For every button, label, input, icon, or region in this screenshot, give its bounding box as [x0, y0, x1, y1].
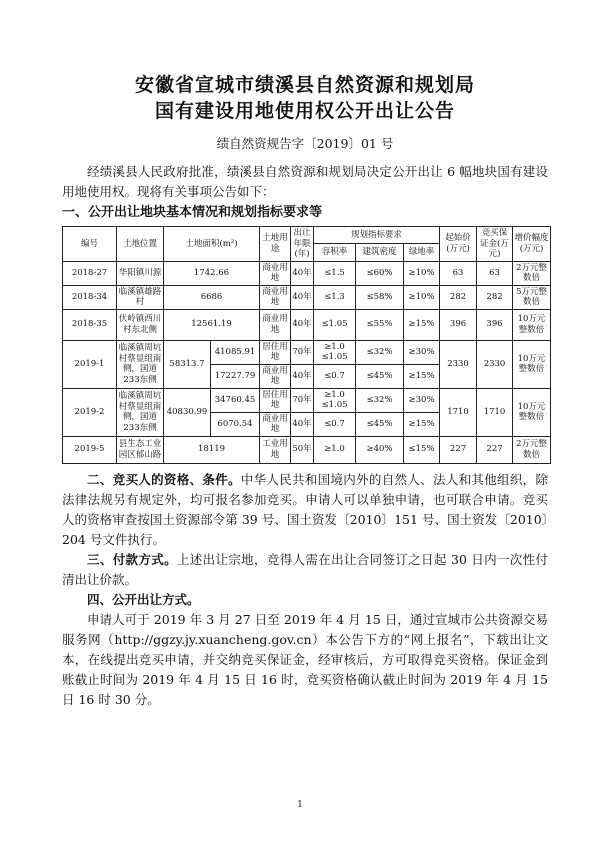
cell-area: 41085.91: [211, 340, 260, 364]
cell-far: ≤0.7: [314, 364, 356, 388]
cell-area: 6686: [164, 285, 260, 309]
header-id: 编号: [63, 227, 117, 262]
cell-green: ≥30%: [404, 340, 440, 364]
header-deposit: 竞买保证金(万元): [477, 227, 513, 262]
cell-term: 70年: [291, 340, 314, 364]
cell-start-price: 282: [440, 285, 477, 309]
cell-far: ≤0.7: [314, 412, 356, 436]
cell-term: 50年: [291, 436, 314, 463]
table-row: [63, 309, 551, 340]
cell-area: 34760.45: [211, 388, 260, 412]
cell-start-price: 396: [440, 309, 477, 340]
header-green: 绿地率: [404, 244, 440, 261]
table-row: [63, 436, 551, 463]
header-plan: 规划指标要求: [314, 227, 440, 244]
cell-location: 伏岭镇西川村东北侧: [117, 309, 164, 340]
cell-density: ≥40%: [356, 436, 404, 463]
cell-density: ≤55%: [356, 309, 404, 340]
cell-density: ≤58%: [356, 285, 404, 309]
cell-green: ≥10%: [404, 285, 440, 309]
cell-area: 17227.79: [211, 364, 260, 388]
section-3-text: 上述出让宗地，竞得人需在出让合同签订之日起 30 日内一次性付清出让价款。: [62, 551, 548, 587]
header-area: 土地面积(m²): [164, 227, 260, 262]
cell-green: ≥15%: [404, 364, 440, 388]
cell-id: 2018-27: [63, 261, 117, 285]
cell-far: ≤1.5: [314, 261, 356, 285]
cell-density: ≤45%: [356, 412, 404, 436]
cell-use: 商业用地: [260, 364, 291, 388]
cell-start-price: 1710: [440, 388, 477, 436]
cell-increment: 10万元整数倍: [513, 388, 551, 436]
cell-area-total: 58313.7: [164, 340, 211, 388]
header-term: 出让年限(年): [291, 227, 314, 262]
cell-green: ≥10%: [404, 261, 440, 285]
table-row: [63, 340, 551, 364]
cell-location: 临溪镇周坑村蔡显组南侧，国道233东侧: [117, 388, 164, 436]
cell-deposit: 1710: [477, 388, 513, 436]
cell-deposit: 63: [477, 261, 513, 285]
cell-deposit: 2330: [477, 340, 513, 388]
section-2-heading: 二、竞买人的资格、条件。: [87, 471, 241, 487]
cell-area: 18119: [164, 436, 260, 463]
cell-increment: 2万元整数倍: [513, 261, 551, 285]
cell-term: 40年: [291, 261, 314, 285]
cell-increment: 2万元整数倍: [513, 436, 551, 463]
cell-green: ≥15%: [404, 412, 440, 436]
header-start-price: 起始价(万元): [440, 227, 477, 262]
title-line-1: 安徽省宣城市绩溪县自然资源和规划局: [134, 74, 475, 96]
cell-use: 居住用地: [260, 340, 291, 364]
cell-id: 2019-2: [63, 388, 117, 436]
section-1-heading: 一、公开出让地块基本情况和规划指标要求等: [62, 205, 323, 220]
cell-id: 2018-34: [63, 285, 117, 309]
table-row: [63, 285, 551, 309]
cell-use: 商业用地: [260, 285, 291, 309]
intro-paragraph: 经绩溪县人民政府批准，绩溪县自然资源和规划局决定公开出让 6 幅地块国有建设用地使用权。现将有关事项公告如下：: [62, 164, 548, 199]
cell-use: 工业用地: [260, 436, 291, 463]
title-line-2: 国有建设用地使用权公开出让公告: [154, 100, 455, 122]
cell-far: ≥1.0 ≤1.05: [314, 388, 356, 412]
cell-use: 商业用地: [260, 261, 291, 285]
cell-density: ≤60%: [356, 261, 404, 285]
header-use: 土地用途: [260, 227, 291, 262]
table-header-row: [63, 227, 551, 244]
cell-deposit: 396: [477, 309, 513, 340]
cell-deposit: 282: [477, 285, 513, 309]
cell-location: 临溪镇周坑村蔡显组南侧，国道233东侧: [117, 340, 164, 388]
cell-use: 商业用地: [260, 412, 291, 436]
cell-area-total: 40830.99: [164, 388, 211, 436]
section-2-text: 中华人民共和国境内外的自然人、法人和其他组织，除法律法规另有规定外，均可报名参加竞买。申请人可以单独申请，也可联合申请。竞买人的资格审查按国土资源部令第 39 号、国土资发〔2010〕151 号、国土资发〔2010〕204 号文件执行。: [62, 471, 548, 547]
cell-use: 居住用地: [260, 388, 291, 412]
cell-area: 1742.66: [164, 261, 260, 285]
cell-term: 40年: [291, 412, 314, 436]
cell-start-price: 227: [440, 436, 477, 463]
cell-start-price: 63: [440, 261, 477, 285]
cell-increment: 10万元整数倍: [513, 309, 551, 340]
cell-term: 70年: [291, 388, 314, 412]
cell-location: 县生态工业园区郁山路: [117, 436, 164, 463]
cell-id: 2019-1: [63, 340, 117, 388]
cell-location: 临溪镇雄路村: [117, 285, 164, 309]
header-increment: 增价幅度(万元): [513, 227, 551, 262]
cell-far: ≥1.0: [314, 436, 356, 463]
cell-green: ≤15%: [404, 436, 440, 463]
cell-term: 40年: [291, 285, 314, 309]
cell-far: ≤1.05: [314, 309, 356, 340]
header-density: 建筑密度: [356, 244, 404, 261]
table-row: [63, 388, 551, 412]
cell-far: ≤1.3: [314, 285, 356, 309]
cell-far: ≥1.0 ≤1.05: [314, 340, 356, 364]
section-4-heading: 四、公开出让方式。: [87, 591, 200, 607]
cell-area: 12561.19: [164, 309, 260, 340]
section-2: [62, 470, 548, 550]
document-number: 绩自然资规告字〔2019〕01 号: [216, 136, 394, 151]
land-parcel-table: [62, 226, 551, 464]
page-number: 1: [297, 800, 303, 810]
cell-term: 40年: [291, 309, 314, 340]
header-far: 容积率: [314, 244, 356, 261]
cell-use: 商业用地: [260, 309, 291, 340]
cell-deposit: 227: [477, 436, 513, 463]
cell-id: 2019-5: [63, 436, 117, 463]
cell-density: ≤45%: [356, 364, 404, 388]
section-3: [62, 550, 548, 590]
table-row: [63, 261, 551, 285]
cell-increment: 5万元整数倍: [513, 285, 551, 309]
cell-location: 华阳镇川源: [117, 261, 164, 285]
section-4-text: 申请人可于 2019 年 3 月 27 日至 2019 年 4 月 15 日，通过宣城市公共资源交易服务网（http://ggzy.jy.xuancheng.gov.cn）本公告下方的“网上报名”，下载出让文本，在线提出竞买申请，并交纳竞买保证金，经审核后，方可取得竞买资格。保证金到账截止时间为 2019 年 4 月 15 日 16 时，竞买资格确认截止时间为 2019 年 4 月 15 日 16 时 30 分。: [62, 611, 548, 707]
section-4-heading-line: [62, 590, 548, 610]
header-location: 土地位置: [117, 227, 164, 262]
cell-density: ≤32%: [356, 388, 404, 412]
cell-density: ≤32%: [356, 340, 404, 364]
cell-term: 40年: [291, 364, 314, 388]
cell-start-price: 2330: [440, 340, 477, 388]
cell-green: ≥30%: [404, 388, 440, 412]
section-3-heading: 三、付款方式。: [87, 551, 177, 567]
cell-area: 6070.54: [211, 412, 260, 436]
cell-green: ≥15%: [404, 309, 440, 340]
cell-id: 2018-35: [63, 309, 117, 340]
cell-increment: 10万元整数倍: [513, 340, 551, 388]
